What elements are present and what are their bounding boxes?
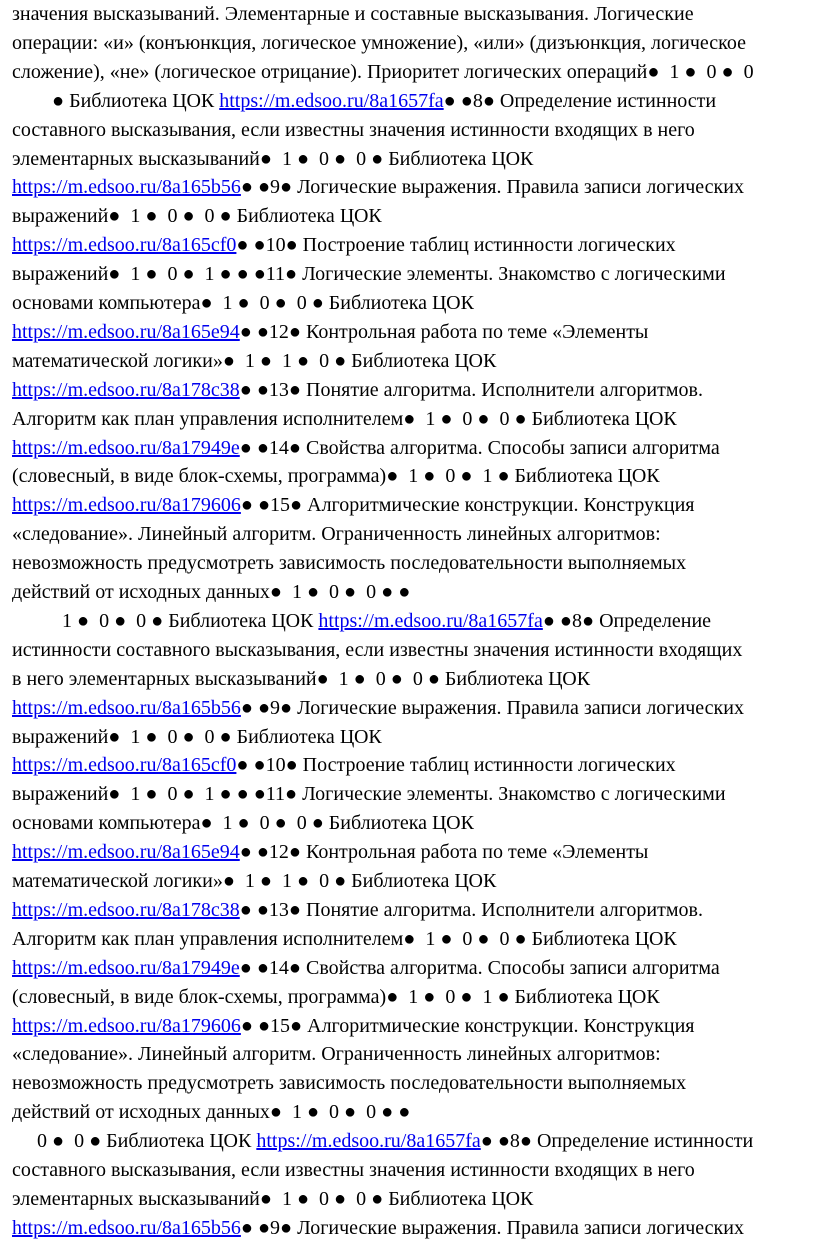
text-span: ● ●9● Логические выражения. Правила записи логических [240,1216,744,1239]
text-span: сложение), «не» (логическое отрицание). Приоритет логических операций● 1 ● 0 ● 0 [12,60,754,83]
text-span: ● ●10● Построение таблиц истинности логических [236,234,676,257]
text-span: ● ●9● Логические выражения. Правила записи логических [240,696,744,719]
text-line [12,260,726,289]
text-span: ● ●12● Контрольная работа по теме «Элементы [239,320,649,343]
text-line [12,1098,410,1127]
text-span: ● ●14● Свойства алгоритма. Способы записи алгоритма [239,436,720,459]
text-line [12,636,742,665]
text-line [12,954,720,983]
text-line [12,694,744,723]
resource-link[interactable]: https://m.edsoo.ru/8a17949e [12,436,240,459]
resource-link[interactable]: https://m.edsoo.ru/8a179606 [12,1014,241,1037]
text-span: ● ●13● Понятие алгоритма. Исполнители алгоритмов. [239,898,703,921]
text-span: составного высказывания, если известны значения истинности входящих в него [12,1159,695,1181]
text-span: 1 ● 0 ● 0 ● Библиотека ЦОК [12,609,319,632]
text-span: ● ●10● Построение таблиц истинности логических [236,754,676,777]
text-line [12,29,746,58]
text-span: ● ●8● Определение [542,609,712,632]
text-line [12,925,677,954]
text-span: выражений● 1 ● 0 ● 1 ● ● ●11● Логические элементы. Знакомство с логическими [12,263,726,286]
text-line [12,983,660,1012]
text-line [12,867,496,896]
text-span: (словесный, в виде блок-схемы, программа)● 1 ● 0 ● 1 ● Библиотека ЦОК [12,465,660,488]
text-line [12,289,474,318]
text-line [12,1214,744,1243]
text-span: Алгоритм как план управления исполнителем● 1 ● 0 ● 0 ● Библиотека ЦОК [12,927,677,950]
text-line [12,1127,753,1156]
text-span: «следование». Линейный алгоритм. Ограниченность линейных алгоритмов: [12,523,661,546]
text-span: ● ●8● Определение истинности [443,89,717,112]
text-span: выражений● 1 ● 0 ● 1 ● ● ●11● Логические элементы. Знакомство с логическими [12,783,726,806]
text-line [12,231,676,260]
text-line [12,1185,533,1214]
text-span: 0 ● 0 ● Библиотека ЦОК [12,1130,257,1153]
text-span: действий от исходных данных● 1 ● 0 ● 0 ● ● [12,581,411,603]
text-span: значения высказываний. Элементарные и составные высказывания. Логические [12,3,694,25]
text-span: математической логики»● 1 ● 1 ● 0 ● Библиотека ЦОК [12,349,497,372]
resource-link[interactable]: https://m.edsoo.ru/8a165b56 [12,696,241,719]
text-span: математической логики»● 1 ● 1 ● 0 ● Библиотека ЦОК [12,870,497,892]
text-line [12,318,648,347]
resource-link[interactable]: https://m.edsoo.ru/8a179606 [12,494,241,517]
text-span: ● ●9● Логические выражения. Правила записи логических [240,176,744,199]
text-span: ● ●8● Определение истинности [480,1130,754,1153]
text-span: в него элементарных высказываний● 1 ● 0 ● 0 ● Библиотека ЦОК [12,667,591,690]
text-span: невозможность предусмотреть зависимость последовательности выполняемых [12,552,687,575]
resource-link[interactable]: https://m.edsoo.ru/8a165b56 [12,1216,241,1239]
text-line [12,520,661,549]
text-line [12,376,703,405]
text-line [12,549,686,578]
resource-link[interactable]: https://m.edsoo.ru/8a165cf0 [12,754,237,777]
text-span: ● ●12● Контрольная работа по теме «Элементы [239,841,649,864]
text-span: истинности составного высказывания, если известны значения истинности входящих [12,638,743,661]
text-line [12,491,694,520]
text-span: элементарных высказываний● 1 ● 0 ● 0 ● Библиотека ЦОК [12,147,534,170]
text-span: ● Библиотека ЦОК [12,89,220,112]
text-span: выражений● 1 ● 0 ● 0 ● Библиотека ЦОК [12,725,382,748]
text-span: основами компьютера● 1 ● 0 ● 0 ● Библиотека ЦОК [12,812,474,835]
resource-link[interactable]: https://m.edsoo.ru/8a1657fa [219,89,444,112]
text-line [12,896,703,925]
text-span: ● ●15● Алгоритмические конструкции. Конструкция [240,1014,695,1037]
text-line [12,723,382,752]
text-line [12,665,590,694]
text-line [12,838,648,867]
resource-link[interactable]: https://m.edsoo.ru/8a178c38 [12,378,240,401]
text-line [12,578,410,607]
text-line [12,1069,686,1098]
text-span: действий от исходных данных● 1 ● 0 ● 0 ● ● [12,1101,411,1124]
text-span: (словесный, в виде блок-схемы, программа)● 1 ● 0 ● 1 ● Библиотека ЦОК [12,985,660,1008]
text-line [12,751,676,780]
text-line [12,1040,661,1069]
text-line [12,434,720,463]
resource-link[interactable]: https://m.edsoo.ru/8a178c38 [12,898,240,921]
text-line [12,347,496,376]
text-line [12,607,711,636]
text-span: ● ●14● Свойства алгоритма. Способы записи алгоритма [239,956,720,979]
resource-link[interactable]: https://m.edsoo.ru/8a1657fa [256,1130,481,1153]
resource-link[interactable]: https://m.edsoo.ru/8a165b56 [12,176,241,199]
text-line [12,145,533,174]
text-span: основами компьютера● 1 ● 0 ● 0 ● Библиотека ЦОК [12,292,474,314]
text-line [12,405,677,434]
text-span: операции: «и» (конъюнкция, логическое умножение), «или» (дизъюнкция, логическое [12,31,747,54]
text-span: выражений● 1 ● 0 ● 0 ● Библиотека ЦОК [12,205,382,228]
text-span: элементарных высказываний● 1 ● 0 ● 0 ● Библиотека ЦОК [12,1187,534,1210]
text-line [12,87,716,116]
text-line [12,116,695,145]
text-span: ● ●13● Понятие алгоритма. Исполнители алгоритмов. [239,378,703,401]
text-line [12,1012,694,1041]
resource-link[interactable]: https://m.edsoo.ru/8a17949e [12,956,240,979]
resource-link[interactable]: https://m.edsoo.ru/8a165e94 [12,841,240,864]
text-line [12,173,744,202]
resource-link[interactable]: https://m.edsoo.ru/8a1657fa [318,609,543,632]
text-line [12,780,726,809]
text-line [12,202,382,231]
text-span: ● ●15● Алгоритмические конструкции. Конструкция [240,494,695,517]
text-span: Алгоритм как план управления исполнителем● 1 ● 0 ● 0 ● Библиотека ЦОК [12,407,677,430]
text-line [12,1156,695,1185]
text-line [12,809,474,838]
text-span: «следование». Линейный алгоритм. Ограниченность линейных алгоритмов: [12,1043,661,1066]
resource-link[interactable]: https://m.edsoo.ru/8a165cf0 [12,234,237,257]
text-span: невозможность предусмотреть зависимость последовательности выполняемых [12,1072,687,1095]
text-span: составного высказывания, если известны значения истинности входящих в него [12,118,695,141]
resource-link[interactable]: https://m.edsoo.ru/8a165e94 [12,320,240,343]
text-line [12,0,694,29]
text-line [12,462,660,491]
text-line [12,58,754,87]
